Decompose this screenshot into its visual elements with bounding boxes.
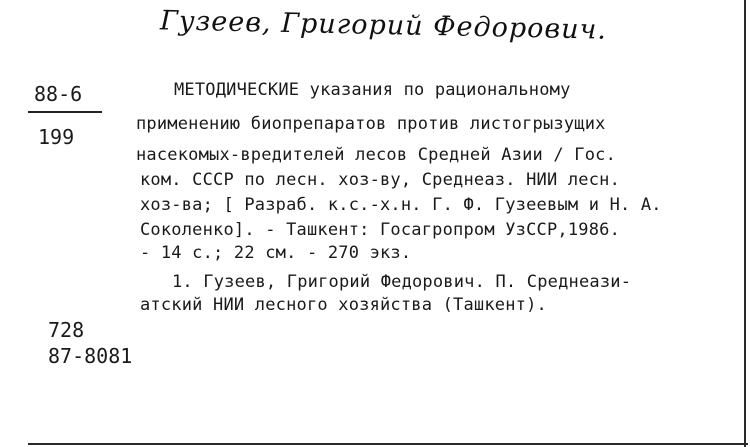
inventory-number-bottom: 87-8081 bbox=[48, 344, 133, 368]
handwritten-author-heading: Гузеев, Григорий Федорович. bbox=[159, 5, 608, 46]
body-line: применению биопрепаратов против листогрызущих bbox=[136, 114, 606, 134]
body-line: МЕТОДИЧЕСКИЕ указания по рациональному bbox=[174, 80, 571, 100]
call-number-top: 88-6 bbox=[34, 82, 83, 106]
call-number-bottom: 199 bbox=[38, 125, 75, 149]
card-right-edge bbox=[744, 0, 746, 447]
body-line: ком. СССР по лесн. хоз-ву, Среднеаз. НИИ лесн. bbox=[140, 170, 621, 190]
tracing-line: 1. Гузеев, Григорий Федорович. П. Среднеази- bbox=[172, 272, 632, 292]
tracing-line: атский НИИ лесного хозяйства (Ташкент). bbox=[140, 295, 547, 315]
card-bottom-edge bbox=[28, 443, 748, 445]
body-line: хоз-ва; [ Разраб. к.с.-х.н. Г. Ф. Гузеевым и Н. А. bbox=[140, 195, 662, 215]
call-number-divider bbox=[28, 111, 102, 113]
body-line: Соколенко]. - Ташкент: Госагропром УзССР,1986. bbox=[140, 220, 621, 240]
body-line: насекомых-вредителей лесов Средней Азии / Гос. bbox=[136, 145, 617, 165]
inventory-number-top: 728 bbox=[48, 318, 85, 342]
body-line: - 14 с.; 22 см. - 270 экз. bbox=[140, 243, 412, 263]
